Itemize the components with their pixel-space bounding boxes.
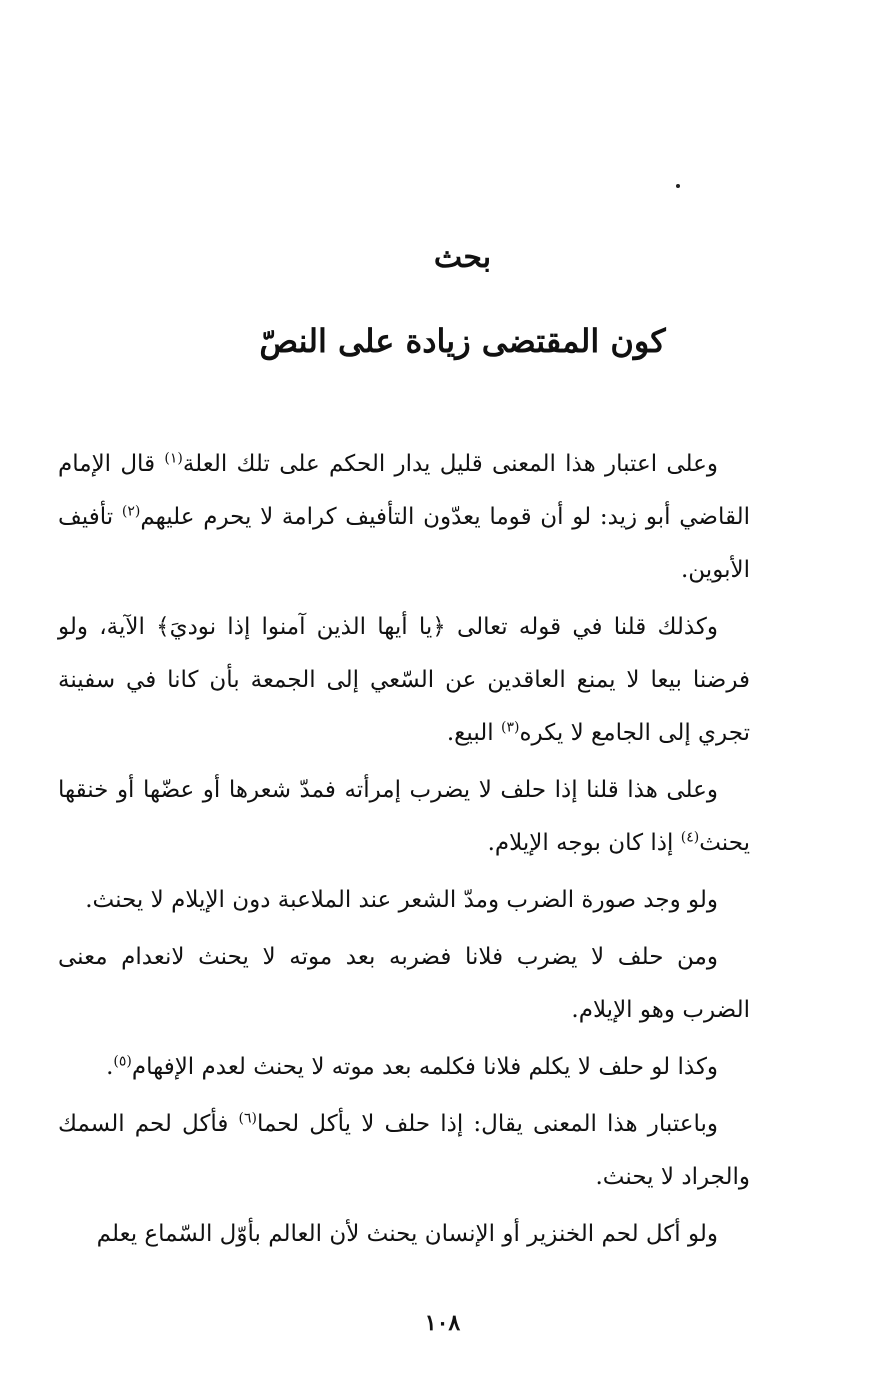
footnote-marker-1[interactable]: (١) [164,450,183,467]
paragraph-5 [58,931,750,1037]
paragraph-6 [58,1041,750,1094]
footnote-marker-3[interactable]: (٣) [501,719,520,736]
paragraph-3 [58,764,750,870]
paragraph-1 [58,438,750,597]
ink-speck [676,184,680,188]
paragraph-text: فأكل لحم السمك والجراد لا يحنث. [58,1111,750,1190]
paragraph-text: وباعتبار هذا المعنى يقال: إذا حلف لا يأكل لحما [257,1111,719,1137]
paragraph-text: تأفيف الأبوين. [58,504,750,583]
footnote-marker-6[interactable]: (٦) [238,1110,257,1127]
body-text [58,438,750,1265]
footnote-marker-5[interactable]: (٥) [113,1053,132,1070]
paragraph-7 [58,1098,750,1204]
paragraph-text: وعلى هذا قلنا إذا حلف لا يضرب إمرأته فمدّ شعرها أو عضّها أو خنقها يحنث [58,777,750,856]
paragraph-text: وعلى اعتبار هذا المعنى قليل يدار الحكم على تلك العلة [182,451,718,477]
paragraph-text: إذا كان بوجه الإيلام. [487,830,681,856]
paragraph-4 [58,874,750,927]
paragraph-text: ومن حلف لا يضرب فلانا فضربه بعد موته لا يحنث لانعدام معنى الضرب وهو الإيلام. [58,944,750,1023]
paragraph-text: وكذلك قلنا في قوله تعالى ﴿يا أيها الذين آمنوا إذا نوديَ﴾ الآية، ولو فرضنا بيعا لا يمنع العاقدين عن السّعي إلى الجمعة بأن كانا في سفينة تجري إلى الجامع لا يكره [58,614,750,746]
paragraph-text: البيع. [446,720,501,746]
paragraph-text: قال الإمام القاضي أبو زيد: لو أن قوما يعدّون التأفيف كرامة لا يحرم عليهم [58,451,750,530]
footnote-marker-2[interactable]: (٢) [121,503,141,520]
page-number: ١٠٨ [424,1310,461,1336]
paragraph-text: ولو أكل لحم الخنزير أو الإنسان يحنث لأن العالم بأوّل السّماع يعلم [96,1221,718,1247]
section-label: بحث [433,240,492,275]
paragraph-text: . [106,1054,114,1080]
paragraph-text: وكذا لو حلف لا يكلم فلانا فكلمه بعد موته لا يحنث لعدم الإفهام [131,1054,718,1080]
paragraph-text: ولو وجد صورة الضرب ومدّ الشعر عند الملاعبة دون الإيلام لا يحنث. [85,887,718,913]
footnote-marker-4[interactable]: (٤) [680,829,700,846]
paragraph-8 [58,1208,750,1261]
paragraph-2 [58,601,750,760]
section-title: كون المقتضى زيادة على النصّ [259,322,666,360]
